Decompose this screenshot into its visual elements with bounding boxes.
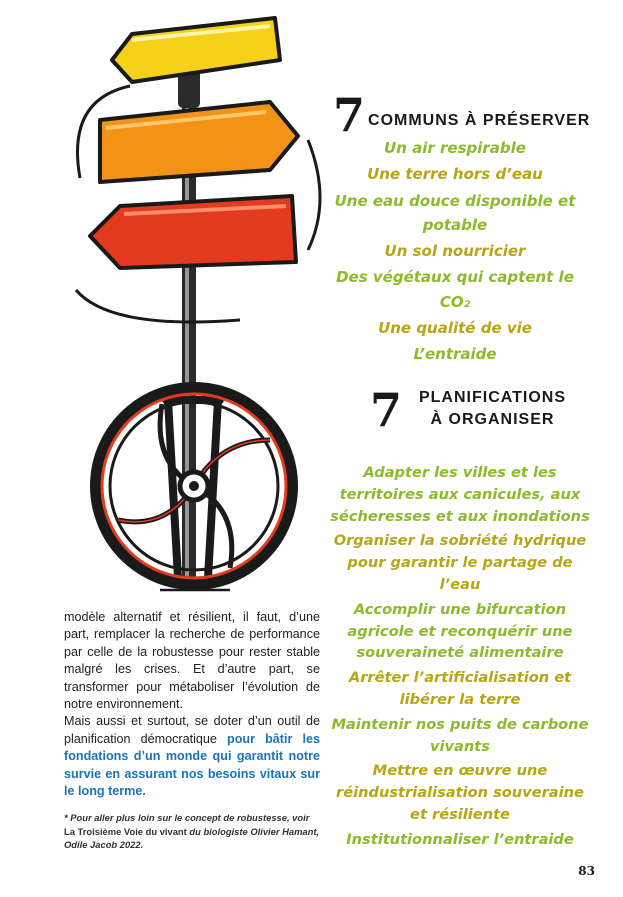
footnote-book-title: La Troisième Voie du vivant	[64, 825, 187, 837]
planifications-item: Adapter les villes et les territoires aux canicules, aux sécheresses et aux inondations	[330, 464, 590, 525]
planifications-item: Maintenir nos puits de carbone vivants	[331, 715, 589, 755]
planifications-item: Organiser la sobriété hydrique pour garantir le partage de l’eau	[333, 532, 587, 593]
communs-number: 7	[333, 88, 366, 142]
planifications-title-line1: PLANIFICATIONS	[418, 389, 567, 406]
planifications-title	[370, 383, 580, 437]
page-number: 83	[578, 864, 595, 878]
communs-title	[333, 88, 595, 142]
footnote	[64, 811, 320, 852]
planifications-item: Institutionnaliser l’entraide	[346, 830, 574, 848]
planifications-item: Accomplir une bifurcation agricole et reconquérir une souveraineté alimentaire	[347, 600, 573, 662]
planifications-number: 7	[370, 383, 403, 437]
body-paragraph-1: modèle alternatif et résilient, il faut, d’une part, remplacer la recherche de performance par celle de la robustesse pour rester stable malgré les crises. Et d’autre part, se transformer pour métaboliser l’évolution de notre environnement.	[64, 610, 320, 712]
communs-item: Des végétaux qui captent le CO₂	[336, 268, 574, 311]
planifications-item: Mettre en œuvre une réindustrialisation souveraine et résiliente	[336, 762, 584, 823]
body-paragraph-2-highlight: pour bâtir les fondations d’un monde qui garantit notre survie en assurant nos besoins vitaux sur le long terme.	[64, 731, 320, 799]
body-paragraph-2	[64, 713, 320, 800]
footnote-part1: * Pour aller plus loin sur le concept de robustesse, voir	[64, 812, 310, 823]
communs-title-text: COMMUNS À PRÉSERVER	[368, 112, 591, 129]
communs-item: Un air respirable	[384, 139, 526, 157]
communs-item: L’entraide	[413, 345, 497, 364]
communs-item: Un sol nourricier	[384, 242, 526, 261]
communs-item: Une eau douce disponible et potable	[334, 191, 576, 234]
communs-item: Une terre hors d’eau	[367, 165, 543, 184]
planifications-list	[330, 462, 590, 854]
planifications-item: Arrêter l’artificialisation et libérer la terre	[348, 669, 572, 708]
body-text	[64, 609, 320, 800]
footnote-part2: du biologiste Olivier Hamant, Odile Jacob 2022.	[64, 825, 320, 850]
communs-item: Une qualité de vie	[378, 319, 532, 338]
body-paragraph-2-start: Mais aussi et surtout, se doter d’un outil de planification démocratique	[64, 714, 320, 746]
planifications-title-line2: À ORGANISER	[430, 411, 555, 428]
unicycle-signpost-illustration	[70, 0, 330, 610]
communs-list	[330, 136, 580, 369]
